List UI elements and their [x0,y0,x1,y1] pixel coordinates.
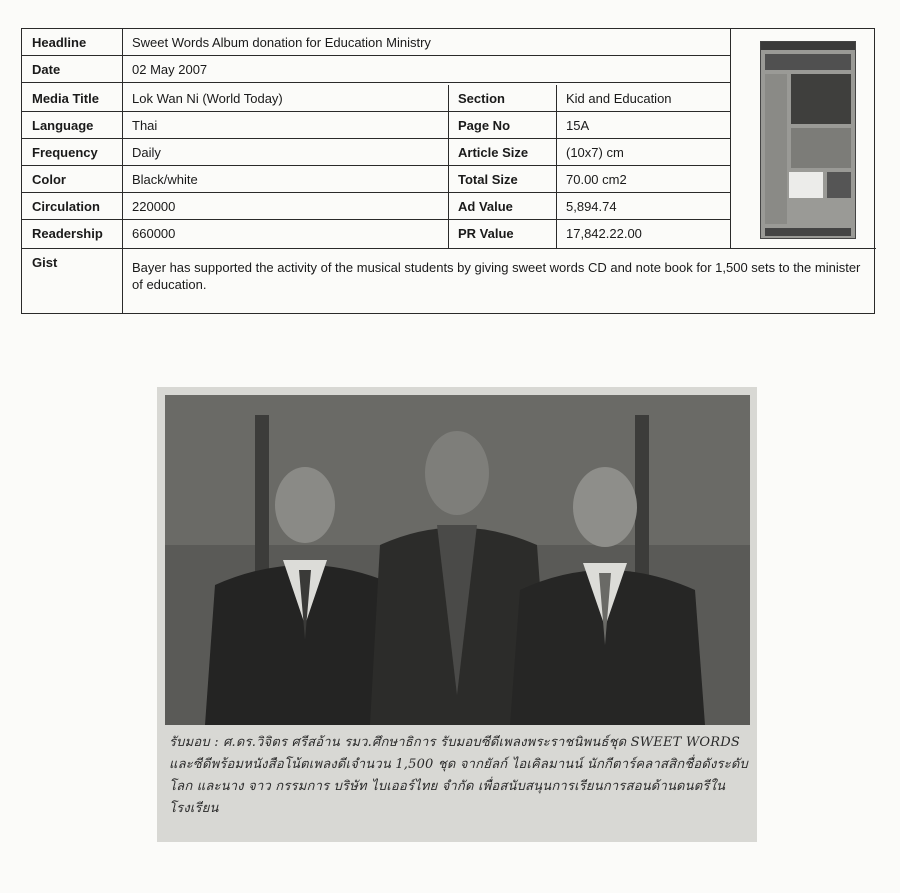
color-row [22,166,730,193]
frequency-label: Frequency [32,145,98,160]
gist-label: Gist [32,255,58,270]
news-photo [165,395,750,725]
media-title-row [22,85,730,112]
col-divider [122,29,123,313]
ad-value-label: Ad Value [458,199,513,214]
circulation-label: Circulation [32,199,100,214]
language-row [22,112,730,139]
language-value: Thai [132,118,158,133]
date-label: Date [32,62,61,77]
headline-row [22,29,730,56]
language-label: Language [32,118,94,133]
article-size-label: Article Size [458,145,529,160]
article-size-value: (10x7) cm [566,145,624,160]
pr-value-label: PR Value [458,226,514,241]
total-size-value: 70.00 cm2 [566,172,627,187]
media-title-label: Media Title [32,91,99,106]
color-value: Black/white [132,172,198,187]
readership-value: 660000 [132,226,176,241]
date-value: 02 May 2007 [132,62,208,77]
pr-value-value: 17,842.22.00 [566,226,642,241]
ad-value-value: 5,894.74 [566,199,617,214]
section-label: Section [458,91,505,106]
col-divider [556,85,557,249]
newspaper-thumbnail [730,29,874,249]
color-label: Color [32,172,66,187]
headline-value: Sweet Words Album donation for Education Ministry [132,35,431,50]
photo-illustration [165,395,750,725]
circulation-row [22,193,730,220]
section-value: Kid and Education [566,91,672,106]
frequency-row [22,139,730,166]
media-clipping-table [21,28,875,314]
newspaper-page-image [760,41,856,239]
headline-label: Headline [32,35,87,50]
total-size-label: Total Size [458,172,518,187]
date-row [22,56,730,83]
col-divider [448,85,449,249]
photo-caption: รับมอบ : ศ.ดร.วิจิตร ศรีสอ้าน รมว.ศึกษาธิการ รับมอบซีดีเพลงพระราชนิพนธ์ชุด SWEET WORDS และซีดีพร้อมหนังสือโน้ตเพลงดีเจำนวน 1,500 ชุด จากยัลก์ ไอเคิลมานน์ นักกีตาร์คลาสสิกชื่อดังระดับโลก และนาง จาว กรรมการ บริษัท ไบเออร์ไทย จำกัด เพื่อสนับสนุนการเรียนการสอนด้านดนตรีในโรงเรียน [169,735,748,816]
gist-value: Bayer has supported the activity of the musical students by giving sweet words CD and note book for 1,500 sets to the minister of education. [132,260,861,292]
page-no-value: 15A [566,118,590,133]
gist-row [22,249,874,313]
media-title-value: Lok Wan Ni (World Today) [132,91,283,106]
news-photo-clipping [157,387,757,842]
page-no-label: Page No [458,118,511,133]
circulation-value: 220000 [132,199,176,214]
frequency-value: Daily [132,145,161,160]
readership-label: Readership [32,226,103,241]
